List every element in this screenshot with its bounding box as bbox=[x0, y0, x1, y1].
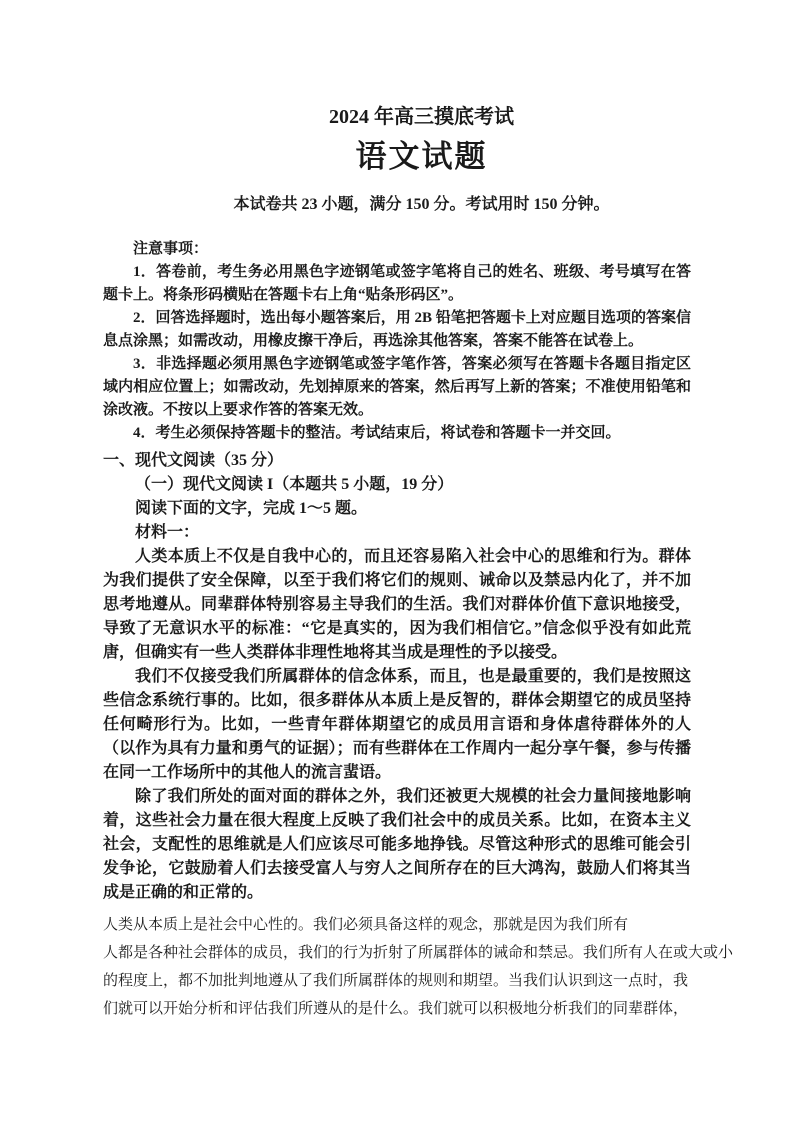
notice-item-3: 3．非选择题必须用黑色字迹钢笔或签字笔作答，答案必须写在答题卡各题目指定区域内相应位置上；如需改动，先划掉原来的答案，然后再写上新的答案；不准使用铅笔和涂改液。不按以上要求作答的答案无效。 bbox=[103, 356, 691, 418]
passage-paragraph-4-line-2: 人都是各种社会群体的成员，我们的行为折射了所属群体的诫命和禁忌。我们所有人在或大或小 bbox=[103, 945, 734, 961]
passage-paragraph-4 bbox=[103, 911, 740, 1023]
passage-paragraph-1: 人类本质上不仅是自我中心的，而且还容易陷入社会中心的思维和行为。群体为我们提供了安全保障，以至于我们将它们的规则、诫命以及禁忌内化了，并不加思考地遵从。同辈群体特别容易主导我们的生活。我们对群体价值下意识地接受，导致了无意识水平的标准：“它是真实的，因为我们相信它。”信念似乎没有如此荒唐，但确实有一些人类群体非理性地将其当成是理性的予以接受。 bbox=[103, 548, 691, 661]
passage-paragraph-4-line-1: 人类从本质上是社会中心性的。我们必须具备这样的观念，那就是因为我们所有 bbox=[103, 917, 629, 933]
reading-section bbox=[103, 448, 740, 1023]
notice-heading: 注意事项： bbox=[133, 241, 209, 257]
paper-header bbox=[103, 104, 740, 216]
section-heading: 一、现代文阅读（35 分） bbox=[103, 452, 284, 469]
part-heading: （一）现代文阅读 I（本题共 5 小题，19 分） bbox=[135, 476, 454, 493]
passage-paragraph-3: 除了我们所处的面对面的群体之外，我们还被更大规模的社会力量间接地影响着，这些社会力量在很大程度上反映了我们社会中的成员关系。比如，在资本主义社会，支配性的思维就是人们应该尽可能多地挣钱。尽管这种形式的思维可能会引发争论，它鼓励着人们去接受富人与穷人之间所存在的巨大鸿沟，鼓励人们将其当成是正确的和正常的。 bbox=[103, 788, 691, 901]
passage-material-one bbox=[103, 545, 691, 905]
exam-title: 2024 年高三摸底考试 bbox=[329, 106, 514, 128]
material-label: 材料一： bbox=[135, 524, 200, 541]
notice-item-1: 1．答卷前，考生务必用黑色字迹钢笔或签字笔将自己的姓名、班级、考号填写在答题卡上。将条形码横贴在答题卡右上角“贴条形码区”。 bbox=[103, 264, 691, 303]
paper-info: 本试卷共 23 小题，满分 150 分。考试用时 150 分钟。 bbox=[233, 196, 610, 213]
passage-paragraph-2: 我们不仅接受我们所属群体的信念体系，而且，也是最重要的，我们是按照这些信念系统行事的。比如，很多群体从本质上是反智的，群体会期望它的成员坚持任何畸形行为。比如，一些青年群体期望它的成员用言语和身体虐待群体外的人（以作为具有力量和勇气的证据）；而有些群体在工作周内一起分享午餐，参与传播在同一工作场所中的其他人的流言蜚语。 bbox=[103, 668, 691, 781]
notice-item-4: 4．考生必须保持答题卡的整洁。考试结束后，将试卷和答题卡一并交回。 bbox=[133, 425, 621, 441]
notice-item-2: 2．回答选择题时，选出每小题答案后，用 2B 铅笔把答题卡上对应题目选项的答案信息点涂黑；如需改动，用橡皮擦干净后，再选涂其他答案，答案不能答在试卷上。 bbox=[103, 310, 691, 349]
passage-paragraph-4-line-4: 们就可以开始分析和评估我们所遵从的是什么。我们就可以积极地分析我们的同辈群体， bbox=[103, 1001, 689, 1017]
notice-section bbox=[103, 238, 691, 445]
passage-paragraph-4-line-3: 的程度上，都不加批判地遵从了我们所属群体的规则和期望。当我们认识到这一点时，我 bbox=[103, 973, 689, 989]
reading-instruction: 阅读下面的文字，完成 1～5 题。 bbox=[135, 500, 368, 517]
subject-title: 语文试题 bbox=[355, 139, 488, 174]
